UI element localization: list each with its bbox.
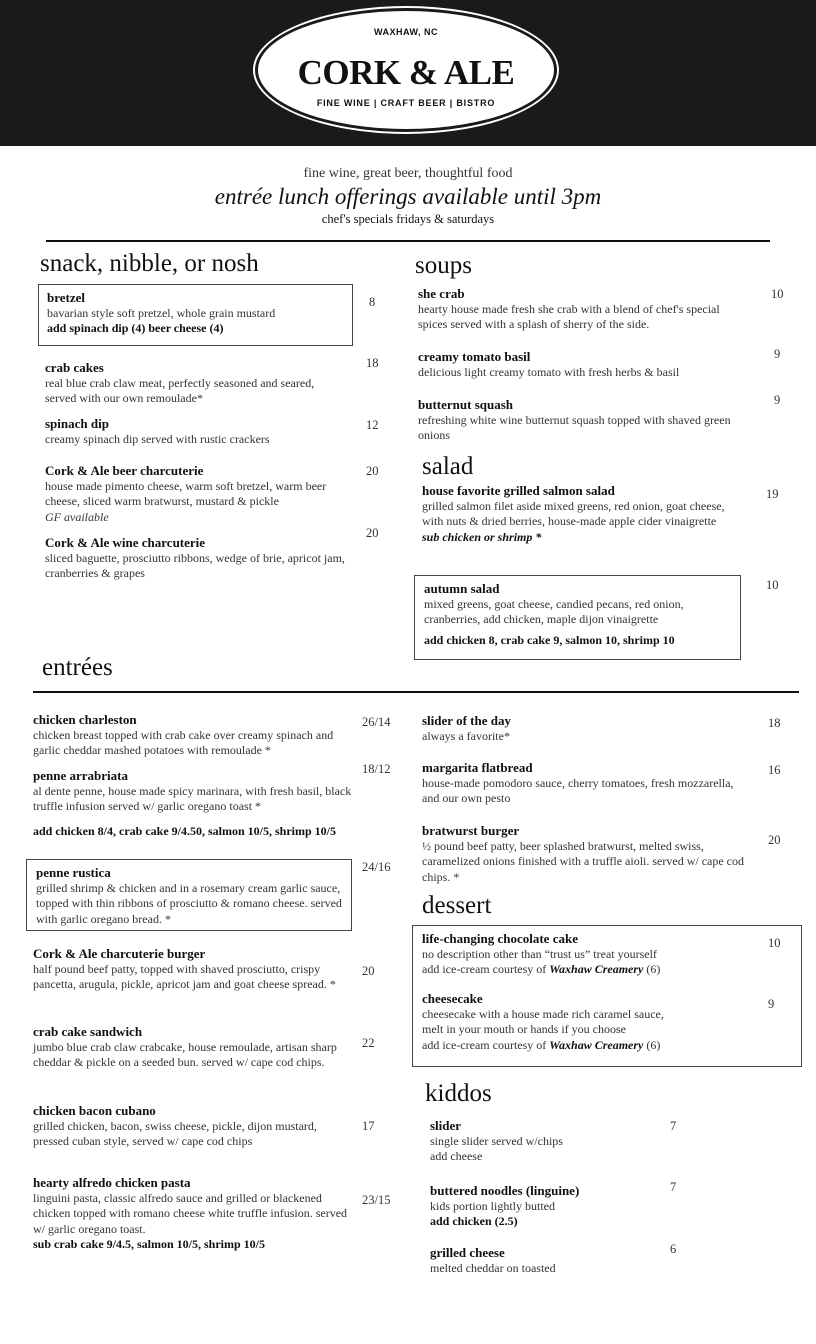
menu-item-salmon-salad xyxy=(422,483,742,545)
item-price: 16 xyxy=(768,763,781,777)
item-desc: always a favorite* xyxy=(422,728,510,743)
item-name: buttered noodles (linguine) xyxy=(430,1183,580,1198)
item-name: grilled cheese xyxy=(430,1245,505,1260)
item-price: 26/14 xyxy=(362,715,391,729)
item-desc: kids portion lightly butted xyxy=(430,1198,555,1213)
item-extra xyxy=(422,962,742,978)
menu-item-crab-cakes xyxy=(45,360,320,407)
item-price: 8 xyxy=(369,295,376,309)
menu-item-spinach-dip xyxy=(45,416,345,447)
item-name: she crab xyxy=(418,286,465,301)
item-name: slider of the day xyxy=(422,713,511,728)
add-on-text: add ice-cream courtesy of xyxy=(422,962,550,976)
item-desc: sliced baguette, prosciutto ribbons, wedge of brie, apricot jam, xyxy=(45,550,345,565)
item-price: 10 xyxy=(768,936,781,950)
item-price: 10 xyxy=(766,578,779,592)
item-name: penne arrabriata xyxy=(33,768,128,783)
item-name: margarita flatbread xyxy=(422,760,533,775)
menu-item-bratwurst-burger xyxy=(422,823,752,885)
item-desc: half pound beef patty, topped with shaved prosciutto, crispy pancetta, arugula, pickle, apricot jam and goat cheese spread. * xyxy=(33,961,336,991)
specials-note: chef's specials fridays & saturdays xyxy=(321,212,495,226)
item-desc: refreshing white wine butternut squash topped with shaved green onions xyxy=(418,412,731,442)
item-note: sub chicken or shrimp * xyxy=(422,529,542,544)
menu-item-butternut-squash xyxy=(418,397,738,444)
item-desc: bavarian style soft pretzel, whole grain mustard xyxy=(47,305,276,320)
menu-item-charcuterie-burger xyxy=(33,946,355,993)
menu-item-autumn-salad xyxy=(424,581,734,648)
item-price: 20 xyxy=(768,833,781,847)
menu-item-margarita-flatbread xyxy=(422,760,742,807)
item-desc: mixed greens, goat cheese, candied pecans, red onion, cranberries, add chicken, maple dijon vinaigrette xyxy=(424,596,684,626)
item-name: Cork & Ale beer charcuterie xyxy=(45,463,204,478)
item-price: 23/15 xyxy=(362,1193,391,1207)
add-on-price: (6) xyxy=(643,962,661,976)
item-desc: ½ pound beef patty, beer splashed bratwurst, melted swiss, caramelized onions finished with a truffle aioli. served w/ cape cod chips. * xyxy=(422,838,744,884)
menu-item-she-crab xyxy=(418,286,738,333)
item-name: penne rustica xyxy=(36,865,111,880)
item-name: spinach dip xyxy=(45,416,109,431)
item-desc: grilled chicken, bacon, swiss cheese, pickle, dijon mustard, pressed cuban style, served w/ cape cod chips xyxy=(33,1118,317,1148)
item-price: 18 xyxy=(366,356,379,370)
item-desc: grilled shrimp & chicken and in a rosemary cream garlic sauce, topped with thin ribbons of prosciutto & romano cheese. served with garlic oregano bread. * xyxy=(36,880,342,926)
item-name: bretzel xyxy=(47,290,86,305)
item-price: 17 xyxy=(362,1119,375,1133)
menu-item-grilled-cheese xyxy=(430,1245,660,1276)
menu-item-chicken-charleston xyxy=(33,712,351,759)
item-desc: house made pimento cheese, warm soft bretzel, warm beer cheese, sliced warm bratwurst, mustard & pickle xyxy=(45,478,327,508)
item-desc: house-made pomodoro sauce, cherry tomatoes, fresh mozzarella, and our own pesto xyxy=(422,775,734,805)
item-desc: chicken breast topped with crab cake over creamy spinach and garlic cheddar mashed potatoes with remoulade * xyxy=(33,727,334,757)
menu-item-cheesecake xyxy=(422,991,742,1053)
add-on-text: add ice-cream courtesy of xyxy=(422,1037,550,1052)
item-desc: grilled salmon filet aside mixed greens, red onion, goat cheese, with nuts & dried berries, house-made apple cider vinaigrette xyxy=(422,498,725,528)
item-price: 18 xyxy=(768,716,781,730)
item-desc: linguini pasta, classic alfredo sauce and grilled or blackened chicken topped with romano cheese white truffle infusion. served w/ garlic oregano toast. xyxy=(33,1190,348,1236)
item-name: chicken charleston xyxy=(33,712,137,727)
tagline: fine wine, great beer, thoughtful food xyxy=(303,166,513,181)
add-on-price: (6) xyxy=(643,1037,661,1052)
section-title-kiddos: kiddos xyxy=(425,1080,492,1107)
item-desc: jumbo blue crab claw crabcake, house remoulade, artisan sharp cheddar & pickle on a seeded bun. served w/ cape cod chips. xyxy=(33,1039,337,1069)
item-price: 24/16 xyxy=(362,860,391,874)
menu-item-kids-slider xyxy=(430,1118,660,1165)
item-name: crab cake sandwich xyxy=(33,1024,143,1039)
item-name: chicken bacon cubano xyxy=(33,1103,156,1118)
item-extra: sub crab cake 9/4.5, salmon 10/5, shrimp 10/5 xyxy=(33,1237,266,1251)
menu-item-crab-cake-sandwich xyxy=(33,1024,355,1071)
menu-item-penne-rustica xyxy=(36,865,346,927)
item-extra xyxy=(422,1038,742,1054)
menu-item-buttered-noodles xyxy=(430,1183,660,1230)
item-price: 20 xyxy=(362,964,375,978)
header-banner xyxy=(0,0,816,146)
menu-item-bretzel xyxy=(47,290,347,337)
item-price: 12 xyxy=(366,418,379,432)
item-extra: add chicken 8, crab cake 9, salmon 10, shrimp 10 xyxy=(424,632,675,647)
item-price: 7 xyxy=(670,1119,677,1133)
item-name: creamy tomato basil xyxy=(418,349,531,364)
menu-item-alfredo-pasta xyxy=(33,1175,355,1253)
item-price: 18/12 xyxy=(362,762,391,776)
item-desc: creamy spinach dip served with rustic crackers xyxy=(45,431,270,446)
item-desc: al dente penne, house made spicy marinara, with fresh basil, black truffle infusion served w/ garlic oregano toast * xyxy=(33,783,352,813)
section-title-dessert: dessert xyxy=(422,892,492,919)
section-title-entrees: entrées xyxy=(42,654,113,681)
creamery-name: Waxhaw Creamery xyxy=(549,962,644,976)
item-price: 10 xyxy=(771,287,784,301)
menu-item-slider-of-the-day xyxy=(422,713,742,744)
item-price: 9 xyxy=(774,347,781,361)
item-extra: add chicken (2.5) xyxy=(430,1214,518,1228)
logo xyxy=(255,8,557,132)
logo-subtitle: FINE WINE | CRAFT BEER | BISTRO xyxy=(316,98,496,108)
item-desc: no description other than “trust us” treat yourself xyxy=(422,946,657,961)
item-price: 9 xyxy=(774,393,781,407)
pasta-add-ons xyxy=(33,824,363,840)
item-name: autumn salad xyxy=(424,581,500,596)
logo-location: WAXHAW, NC xyxy=(373,27,438,37)
item-desc: single slider served w/chips xyxy=(430,1133,563,1148)
item-name: butternut squash xyxy=(418,397,514,412)
section-title-salad: salad xyxy=(422,453,474,480)
item-desc: cheesecake with a house made rich caramel sauce, xyxy=(422,1006,664,1021)
menu-item-beer-charcuterie xyxy=(45,463,345,525)
entrees-divider xyxy=(33,691,799,693)
item-name: Cork & Ale charcuterie burger xyxy=(33,946,206,961)
item-note: GF available xyxy=(45,509,109,524)
menu-item-wine-charcuterie xyxy=(45,535,345,582)
item-price: 22 xyxy=(362,1036,375,1050)
menu-item-penne-arrabriata xyxy=(33,768,353,815)
item-price: 19 xyxy=(766,487,779,501)
item-price: 20 xyxy=(366,526,379,540)
section-title-snacks: snack, nibble, or nosh xyxy=(40,250,259,277)
item-price: 6 xyxy=(670,1242,677,1256)
menu-item-chicken-bacon-cubano xyxy=(33,1103,355,1150)
item-name: house favorite grilled salmon salad xyxy=(422,483,615,498)
item-name: cheesecake xyxy=(422,991,483,1006)
lunch-hours: entrée lunch offerings available until 3pm xyxy=(214,184,602,209)
item-desc: melt in your mouth or hands if you choose xyxy=(422,1022,626,1036)
item-price: 20 xyxy=(366,464,379,478)
logo-name: CORK & ALE xyxy=(297,53,515,92)
item-name: crab cakes xyxy=(45,360,104,375)
item-extra: add chicken 8/4, crab cake 9/4.50, salmon 10/5, shrimp 10/5 xyxy=(33,824,337,838)
menu-item-tomato-basil xyxy=(418,349,738,380)
item-name: bratwurst burger xyxy=(422,823,520,838)
item-extra: add spinach dip (4) beer cheese (4) xyxy=(47,321,224,335)
item-name: slider xyxy=(430,1118,462,1133)
item-extra: add cheese xyxy=(430,1149,483,1163)
item-price: 9 xyxy=(768,997,775,1011)
item-name: hearty alfredo chicken pasta xyxy=(33,1175,191,1190)
item-desc: real blue crab claw meat, perfectly seasoned and seared, served with our own remoulade* xyxy=(45,375,315,405)
item-desc: melted cheddar on toasted xyxy=(430,1260,556,1275)
item-desc: cranberries & grapes xyxy=(45,566,145,580)
section-title-soups: soups xyxy=(415,252,472,279)
item-desc: hearty house made fresh she crab with a blend of chef's special spices served with a splash of sherry of the side. xyxy=(418,301,720,331)
menu-item-chocolate-cake xyxy=(422,931,742,978)
item-price: 7 xyxy=(670,1180,677,1194)
creamery-name: Waxhaw Creamery xyxy=(549,1037,644,1052)
item-desc: delicious light creamy tomato with fresh herbs & basil xyxy=(418,364,680,379)
item-name: life-changing chocolate cake xyxy=(422,931,578,946)
top-divider xyxy=(46,240,770,242)
item-name: Cork & Ale wine charcuterie xyxy=(45,535,206,550)
